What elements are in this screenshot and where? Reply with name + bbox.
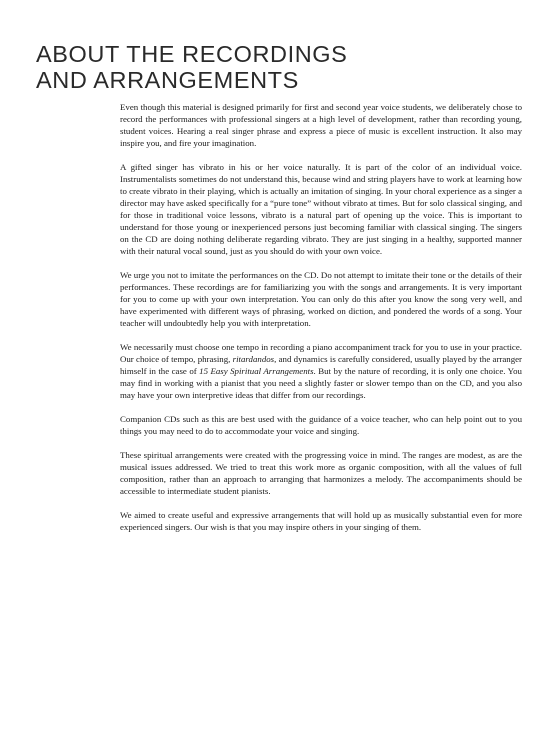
body-paragraph — [120, 449, 522, 497]
paragraph-text: , and dynamics is carefully considered, usually played by the arranger himself in the case of — [120, 354, 522, 376]
paragraph-text: . But by the nature of recording, it is only one choice. You may find in working with a pianist that you need a slightly faster or slower tempo than on the CD, and you also may have your own interpretive ideas that differ from our recordings. — [120, 366, 522, 400]
paragraph-text: These spiritual arrangements were created with the progressing voice in mind. The ranges are modest, as are the musical issues addressed. We tried to treat this work more as organic composition, with all the values of full composition, rather than an approach to arranging that harmonizes a melody. The accompaniments should be accessible to intermediate student pianists. — [120, 450, 522, 496]
body-paragraph — [120, 269, 522, 329]
body-paragraph — [120, 341, 522, 401]
page-title-line-1: ABOUT THE RECORDINGS — [36, 41, 348, 67]
body-paragraph — [120, 161, 522, 257]
paragraph-text: A gifted singer has vibrato in his or her voice naturally. It is part of the color of an individual voice. Instrumentalists sometimes do not understand this, because wind and string players have to work at learning how to create vibrato in their playing, which is actually an imitation of singing. In your choral experience as a singer a director may have asked specifically for a “pure tone” without vibrato at times. But for solo classical singing, and for those in traditional voice lessons, vibrato is a natural part of opening up the voice. This is important to understand for those young or inexperienced persons just becoming familiar with classical singing. The singers on the CD are doing nothing deliberate regarding vibrato. They are just singing in a healthy, supported manner with their natural vocal sound, just as you should do with your own voice. — [120, 162, 522, 256]
italic-text: 15 Easy Spiritual Arrangements — [199, 366, 314, 376]
paragraph-text: Even though this material is designed primarily for first and second year voice students, we deliberately chose to record the performances with professional singers at a high level of development, rather than recording young, student voices. Hearing a real singer phrase and express a piece of music is excellent instruction. It also may inspire you, and fire your imagination. — [120, 102, 522, 148]
italic-text: ritardandos — [232, 354, 275, 364]
page-title-line-2: AND ARRANGEMENTS — [36, 67, 299, 93]
body-paragraph — [120, 413, 522, 437]
paragraph-text: We necessarily must choose one tempo in recording a piano accompaniment track for you to use in your practice. Our choice of tempo, phrasing, — [120, 342, 522, 364]
paragraph-text: Companion CDs such as this are best used with the guidance of a voice teacher, who can help point out to you things you may need to do to accommodate your voice and singing. — [120, 414, 522, 436]
body-text — [120, 101, 522, 533]
body-paragraph — [120, 509, 522, 533]
body-paragraph — [120, 101, 522, 149]
paragraph-text: We aimed to create useful and expressive arrangements that will hold up as musically substantial even for more experienced singers. Our wish is that you may inspire others in your singing of them. — [120, 510, 522, 532]
page-title — [36, 41, 347, 93]
paragraph-text: We urge you not to imitate the performances on the CD. Do not attempt to imitate their tone or the details of their performances. These recordings are for familiarizing you with the songs and arrangements. It is very important for you to come up with your own interpretation. You can only do this after you know the song very well, and have experimented with different ways of phrasing, worked on diction, and pondered the words of a song. Your teacher will undoubtedly help you with interpretation. — [120, 270, 522, 328]
